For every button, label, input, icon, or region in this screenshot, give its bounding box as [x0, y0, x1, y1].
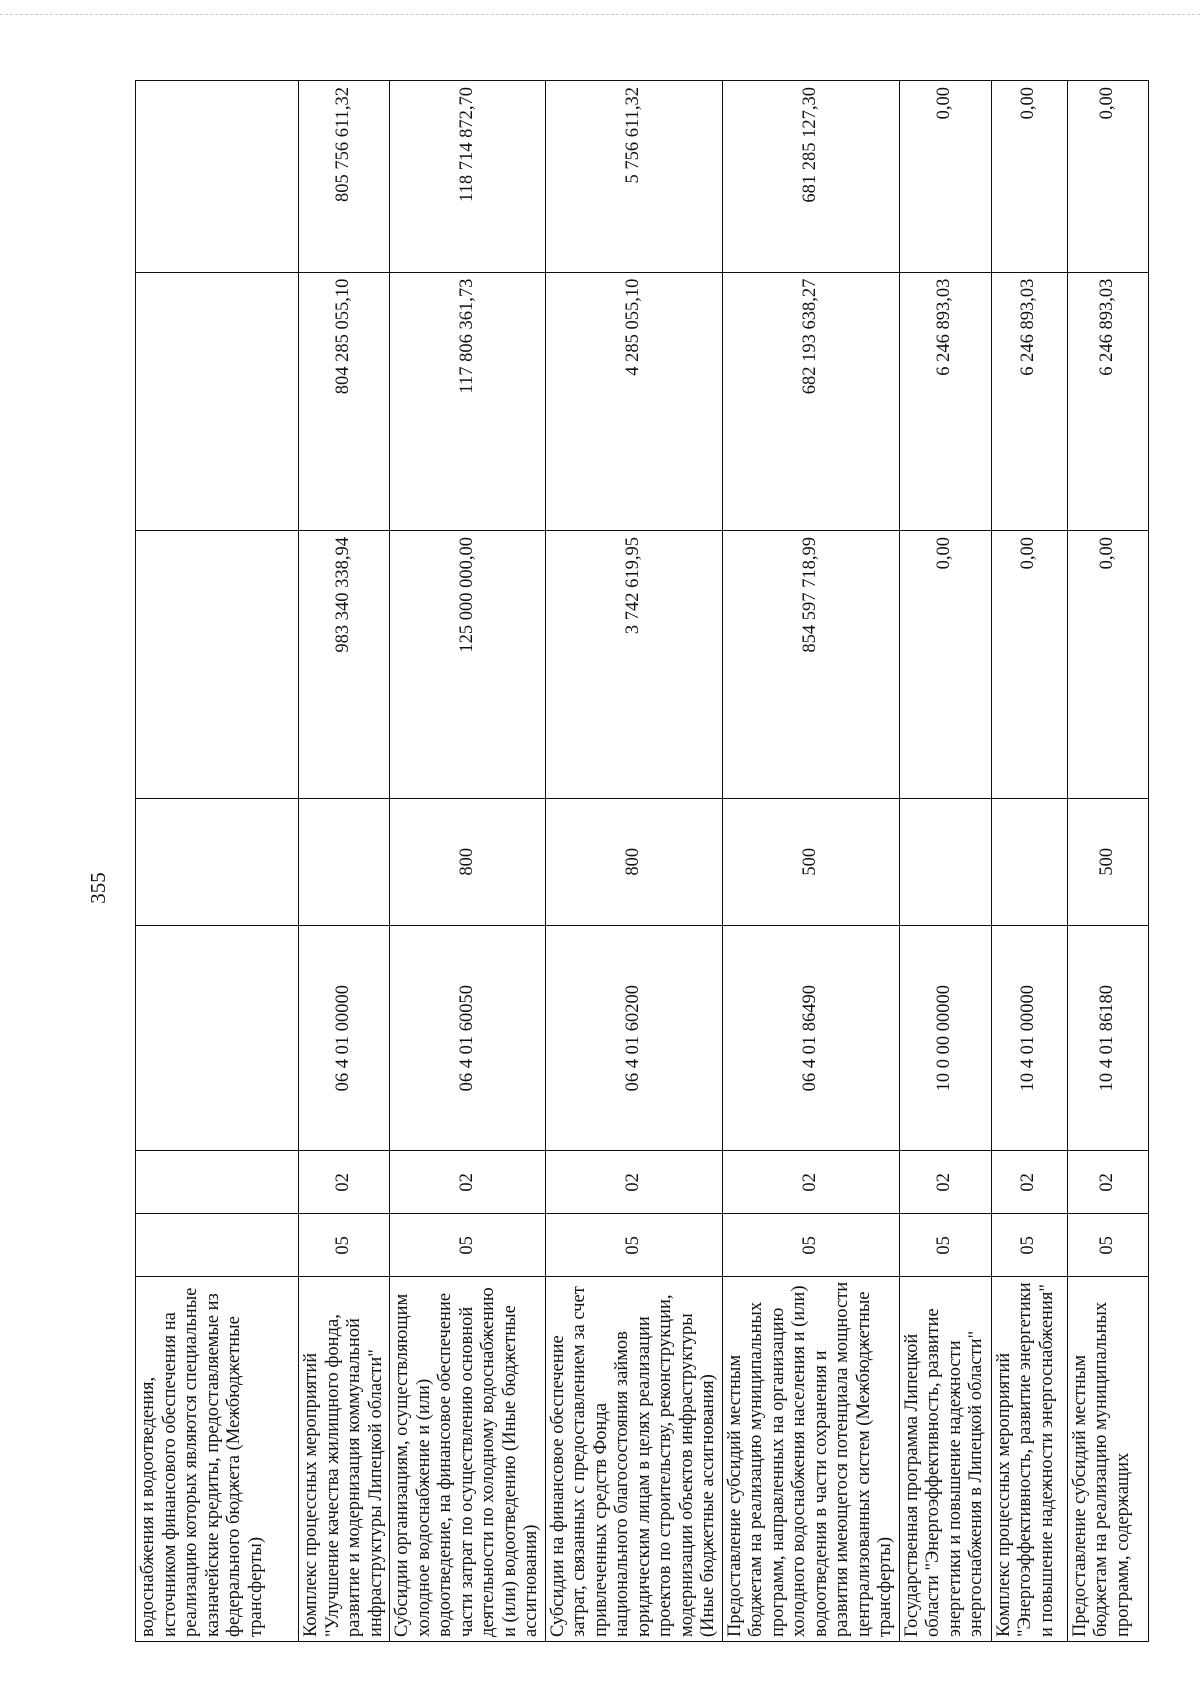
section-code	[136, 1214, 299, 1277]
subsection-code: 02	[545, 1151, 722, 1214]
amount-year-3: 0,00	[1067, 81, 1148, 273]
amount-year-3	[136, 81, 299, 273]
section-code: 05	[299, 1214, 390, 1277]
row-description: Предоставление субсидий местным бюджетам на реализацию муниципальных программ, направленных на организацию холодного водоснабжения населения и (или) водоотведения в части сохранения и развития имеющегося потенциала мощности централизованных систем (Межбюджетные трансферты)	[722, 1277, 899, 1642]
amount-year-1	[136, 531, 299, 799]
row-description: Комплекс процессных мероприятий "Энергоэффективность, развитие энергетики и повышение надежности энергоснабжения"	[991, 1277, 1067, 1642]
section-code: 05	[899, 1214, 991, 1277]
amount-year-1: 983 340 338,94	[299, 531, 390, 799]
target-article-code: 06 4 01 60200	[545, 925, 722, 1151]
target-article-code	[136, 925, 299, 1151]
row-description: водоснабжения и водоотведения, источником финансового обеспечения на реализацию которых являются специальные казначейские кредиты, предоставляемые из федерального бюджета (Межбюджетные трансферты)	[136, 1277, 299, 1642]
table-row	[390, 81, 546, 1642]
amount-year-2: 4 285 055,10	[545, 272, 722, 530]
target-article-code: 06 4 01 60050	[390, 925, 546, 1151]
row-description: Комплекс процессных мероприятий "Улучшение качества жилищного фонда, развитие и модернизация коммунальной инфраструктуры Липецкой области"	[299, 1277, 390, 1642]
amount-year-3: 0,00	[991, 81, 1067, 273]
subsection-code: 02	[899, 1151, 991, 1214]
amount-year-3: 118 714 872,70	[390, 81, 546, 273]
subsection-code: 02	[1067, 1151, 1148, 1214]
table-row	[299, 81, 390, 1642]
section-code: 05	[991, 1214, 1067, 1277]
section-code: 05	[722, 1214, 899, 1277]
section-code: 05	[1067, 1214, 1148, 1277]
subsection-code	[136, 1151, 299, 1214]
row-description: Государственная программа Липецкой области "Энергоэффективность, развитие энергетики и повышение надежности энергоснабжения в Липецкой области"	[899, 1277, 991, 1642]
row-description: Субсидии на финансовое обеспечение затрат, связанных с предоставлением за счет привлеченных средств Фонда национального благосостояния займов юридическим лицам в целях реализации проектов по строительству, реконструкции, модернизации объектов инфраструктуры (Иные бюджетные ассигнования)	[545, 1277, 722, 1642]
expense-type-code	[899, 798, 991, 925]
amount-year-1: 0,00	[991, 531, 1067, 799]
target-article-code: 10 4 01 00000	[991, 925, 1067, 1151]
subsection-code: 02	[991, 1151, 1067, 1214]
table-row	[1067, 81, 1148, 1642]
amount-year-1: 125 000 000,00	[390, 531, 546, 799]
amount-year-1: 854 597 718,99	[722, 531, 899, 799]
table-row	[136, 81, 299, 1642]
amount-year-2: 682 193 638,27	[722, 272, 899, 530]
expense-type-code: 800	[545, 798, 722, 925]
target-article-code: 06 4 01 00000	[299, 925, 390, 1151]
amount-year-3: 681 285 127,30	[722, 81, 899, 273]
target-article-code: 06 4 01 86490	[722, 925, 899, 1151]
target-article-code: 10 4 01 86180	[1067, 925, 1148, 1151]
expense-type-code: 800	[390, 798, 546, 925]
page-number: 355	[86, 872, 110, 904]
target-article-code: 10 0 00 00000	[899, 925, 991, 1151]
scan-edge-line	[0, 14, 1200, 15]
subsection-code: 02	[722, 1151, 899, 1214]
amount-year-1: 3 742 619,95	[545, 531, 722, 799]
table-row	[545, 81, 722, 1642]
subsection-code: 02	[299, 1151, 390, 1214]
amount-year-2: 6 246 893,03	[899, 272, 991, 530]
table-row	[722, 81, 899, 1642]
row-description: Субсидии организациям, осуществляющим холодное водоснабжение и (или) водоотведение, на финансовое обеспечение части затрат по осуществлению основной деятельности по холодному водоснабжению и (или) водоотведению (Иные бюджетные ассигнования)	[390, 1277, 546, 1642]
amount-year-3: 805 756 611,32	[299, 81, 390, 273]
expense-type-code	[299, 798, 390, 925]
budget-table	[135, 80, 1149, 1642]
section-code: 05	[390, 1214, 546, 1277]
budget-table-frame	[135, 80, 1133, 1642]
expense-type-code	[991, 798, 1067, 925]
amount-year-1: 0,00	[1067, 531, 1148, 799]
section-code: 05	[545, 1214, 722, 1277]
table-row	[991, 81, 1067, 1642]
amount-year-2: 6 246 893,03	[991, 272, 1067, 530]
amount-year-2: 804 285 055,10	[299, 272, 390, 530]
expense-type-code: 500	[1067, 798, 1148, 925]
amount-year-1: 0,00	[899, 531, 991, 799]
row-description: Предоставление субсидий местным бюджетам на реализацию муниципальных программ, содержащих	[1067, 1277, 1148, 1642]
table-row	[899, 81, 991, 1642]
expense-type-code: 500	[722, 798, 899, 925]
subsection-code: 02	[390, 1151, 546, 1214]
amount-year-3: 5 756 611,32	[545, 81, 722, 273]
amount-year-3: 0,00	[899, 81, 991, 273]
table-body	[136, 81, 1149, 1642]
amount-year-2: 6 246 893,03	[1067, 272, 1148, 530]
amount-year-2	[136, 272, 299, 530]
expense-type-code	[136, 798, 299, 925]
amount-year-2: 117 806 361,73	[390, 272, 546, 530]
